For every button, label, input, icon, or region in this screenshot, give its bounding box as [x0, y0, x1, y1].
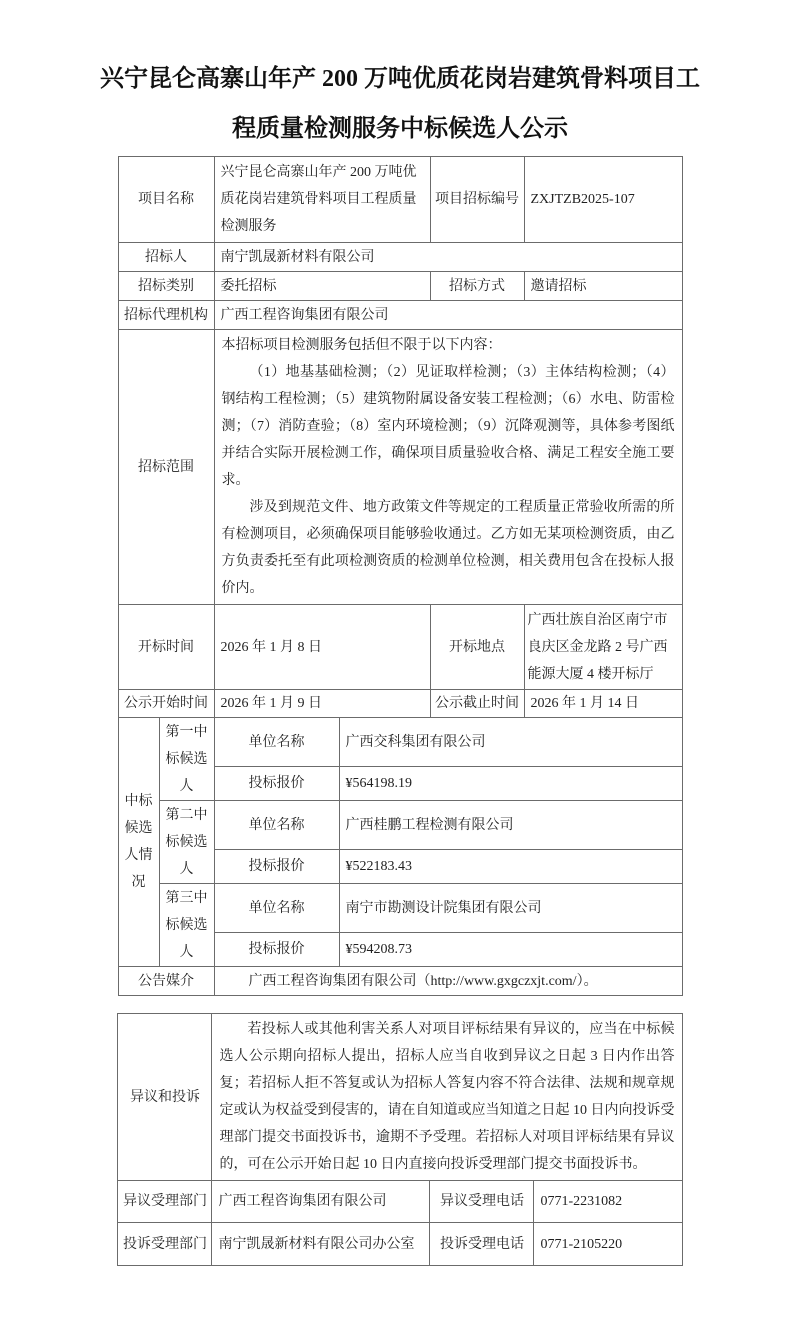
publicity-start-value: 2026 年 1 月 9 日 [214, 690, 430, 718]
objection-text-cell [212, 1014, 682, 1181]
category-value: 委托招标 [214, 272, 430, 301]
complaint-dept-label: 投诉受理部门 [118, 1223, 212, 1266]
publicity-start-label: 公示开始时间 [118, 690, 214, 718]
objection-table [117, 1013, 682, 1266]
bid-number-label: 项目招标编号 [430, 157, 524, 243]
candidates-section-label: 中标候选人情况 [118, 718, 159, 967]
project-name-label: 项目名称 [118, 157, 214, 243]
method-label: 招标方式 [430, 272, 524, 301]
category-label: 招标类别 [118, 272, 214, 301]
candidate-1-unit-value: 广西交科集团有限公司 [339, 718, 682, 767]
row-opening [118, 605, 682, 690]
open-place-label: 开标地点 [430, 605, 524, 690]
row-agency [118, 301, 682, 330]
row-category [118, 272, 682, 301]
objection-phone-label: 异议受理电话 [430, 1181, 534, 1223]
row-candidate-3-unit [118, 884, 682, 933]
row-candidate-2-unit [118, 801, 682, 850]
complaint-phone-label: 投诉受理电话 [430, 1223, 534, 1266]
objection-label: 异议和投诉 [118, 1014, 212, 1181]
agency-value: 广西工程咨询集团有限公司 [214, 301, 682, 330]
scope-paragraph-2: （1）地基基础检测；（2）见证取样检测；（3）主体结构检测；（4）钢结构工程检测；（5）建筑物附属设备安装工程检测；（6）水电、防雷检测；（7）消防查验；（8）室内环境检测；（9）沉降观测等，具体参考图纸并结合实际开展检测工作，确保项目质量验收合格、满足工程安全施工要求。 [221, 365, 675, 488]
objection-paragraph: 若投标人或其他利害关系人对项目评标结果有异议的，应当在中标候选人公示期向招标人提出，招标人应当自收到异议之日起 3 日内作出答复；若招标人拒不答复或认为招标人答复内容不符合法律、法规和规章规定或认为权益受到侵害的，请在自知道或应当知道之日起 10 日内向投诉受理部门提交书面投诉书，逾期不予受理。若招标人对项目评标结果有异议的，可在公示开始日起 10 日内直接向投诉受理部门提交书面投诉书。 [219, 1022, 675, 1172]
open-place-value: 广西壮族自治区南宁市良庆区金龙路 2 号广西能源大厦 4 楼开标厅 [524, 605, 682, 690]
candidate-2-rank-label: 第二中标候选人 [159, 801, 214, 884]
method-value: 邀请招标 [524, 272, 682, 301]
publicity-end-label: 公示截止时间 [430, 690, 524, 718]
candidate-2-unit-label: 单位名称 [214, 801, 339, 850]
row-objection-dept [118, 1181, 682, 1223]
media-value: 广西工程咨询集团有限公司（http://www.gxgczxjt.com/）。 [214, 967, 682, 996]
publicity-end-value: 2026 年 1 月 14 日 [524, 690, 682, 718]
row-media [118, 967, 682, 996]
objection-dept-value: 广西工程咨询集团有限公司 [212, 1181, 430, 1223]
candidate-1-unit-label: 单位名称 [214, 718, 339, 767]
row-publicity [118, 690, 682, 718]
candidate-1-rank-label: 第一中标候选人 [159, 718, 214, 801]
scope-paragraph-1: 本招标项目检测服务包括但不限于以下内容： [221, 338, 502, 353]
open-time-value: 2026 年 1 月 8 日 [214, 605, 430, 690]
notice-table [118, 156, 683, 996]
candidate-3-price-label: 投标报价 [214, 933, 339, 967]
media-label: 公告媒介 [118, 967, 214, 996]
candidate-2-price-label: 投标报价 [214, 850, 339, 884]
objection-phone-value: 0771-2231082 [534, 1181, 682, 1223]
row-tenderer [118, 243, 682, 272]
row-candidate-1-unit [118, 718, 682, 767]
candidate-3-rank-label: 第三中标候选人 [159, 884, 214, 967]
open-time-label: 开标时间 [118, 605, 214, 690]
row-scope [118, 330, 682, 605]
agency-label: 招标代理机构 [118, 301, 214, 330]
row-complaint-dept [118, 1223, 682, 1266]
tenderer-value: 南宁凯晟新材料有限公司 [214, 243, 682, 272]
project-name-value: 兴宁昆仑高寨山年产 200 万吨优质花岗岩建筑骨料项目工程质量检测服务 [214, 157, 430, 243]
candidate-3-unit-value: 南宁市勘测设计院集团有限公司 [339, 884, 682, 933]
row-objection-text [118, 1014, 682, 1181]
complaint-dept-value: 南宁凯晟新材料有限公司办公室 [212, 1223, 430, 1266]
candidate-3-price-value: ¥594208.73 [339, 933, 682, 967]
tenderer-label: 招标人 [118, 243, 214, 272]
bid-number-value: ZXJTZB2025-107 [524, 157, 682, 243]
objection-dept-label: 异议受理部门 [118, 1181, 212, 1223]
candidate-2-unit-value: 广西桂鹏工程检测有限公司 [339, 801, 682, 850]
candidate-2-price-value: ¥522183.43 [339, 850, 682, 884]
candidate-3-unit-label: 单位名称 [214, 884, 339, 933]
document-title: 兴宁昆仑高寨山年产 200 万吨优质花岗岩建筑骨料项目工程质量检测服务中标候选人公示 [100, 66, 700, 142]
candidate-1-price-value: ¥564198.19 [339, 767, 682, 801]
scope-paragraph-3: 涉及到规范文件、地方政策文件等规定的工程质量正常验收所需的所有检测项目，必须确保项目能够验收通过。乙方如无某项检测资质，由乙方负责委托至有此项检测资质的检测单位检测，相关费用包含在投标人报价内。 [221, 500, 675, 596]
row-project-name [118, 157, 682, 243]
candidate-1-price-label: 投标报价 [214, 767, 339, 801]
scope-value [214, 330, 682, 605]
scope-label: 招标范围 [118, 330, 214, 605]
complaint-phone-value: 0771-2105220 [534, 1223, 682, 1266]
